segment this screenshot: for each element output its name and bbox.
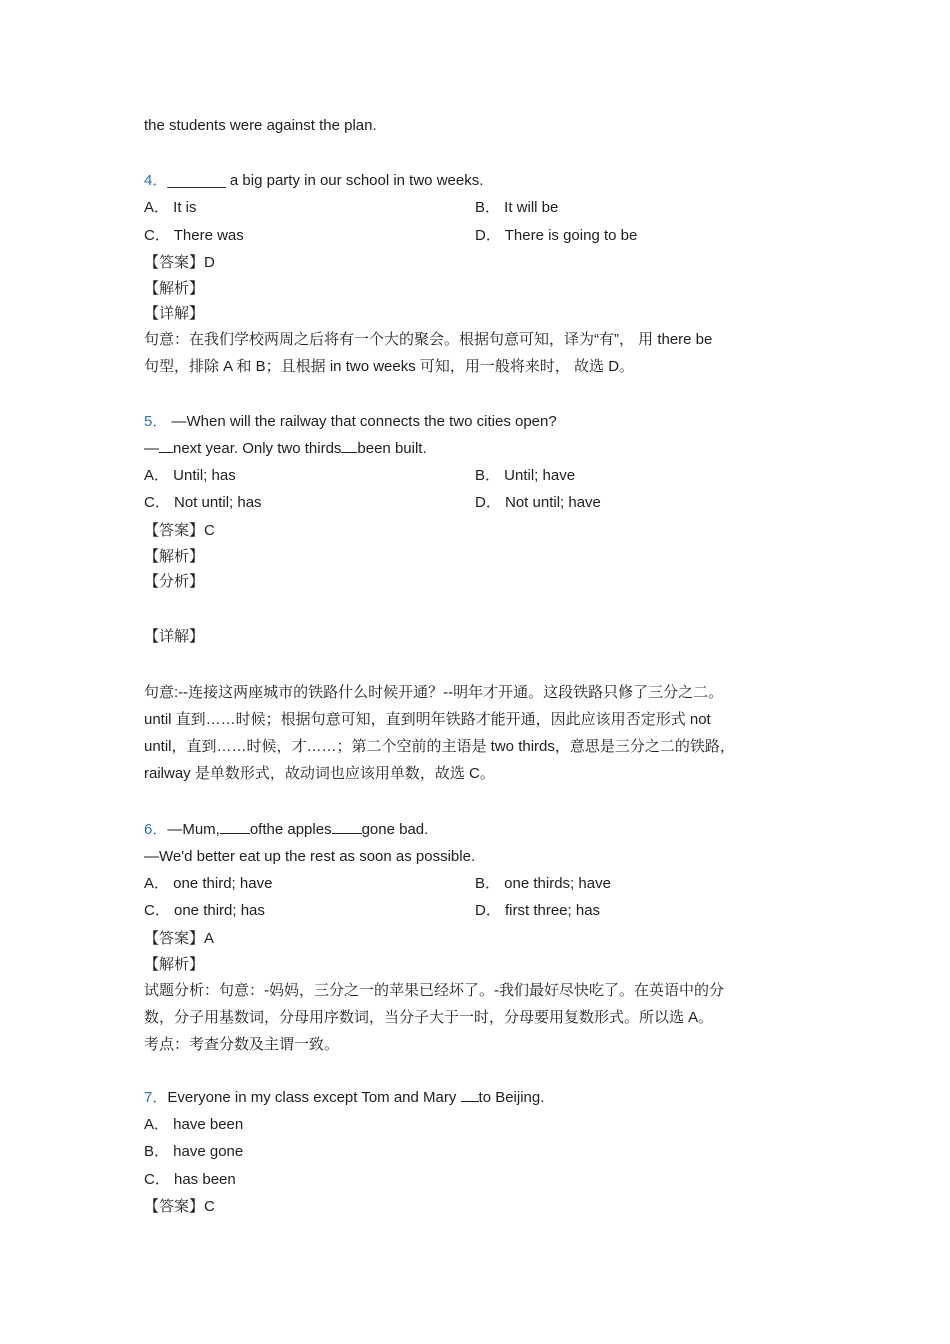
option-a: A． It is bbox=[144, 199, 197, 216]
explanation-line: until 直到……时候；根据句意可知，直到明年铁路才能开通，因此应该用否定形式 not bbox=[144, 711, 711, 728]
question-6-stem bbox=[144, 820, 428, 840]
option-b: B． one thirds; have bbox=[475, 875, 611, 892]
answer-label: 【答案】C bbox=[144, 522, 215, 539]
option-c: C． has been bbox=[144, 1171, 236, 1188]
explanation-line: until，直到……时候，才……；第二个空前的主语是 two thirds，意思是三分之二的铁路， bbox=[144, 738, 735, 755]
question-5-stem bbox=[144, 412, 557, 432]
question-number: 4． bbox=[144, 172, 168, 189]
option-d: D． first three; has bbox=[475, 902, 601, 919]
option-a: A． Until; has bbox=[144, 467, 236, 484]
question-4-stem bbox=[144, 171, 483, 191]
question-number: 7． bbox=[144, 1089, 168, 1106]
question-text: next year. Only two thirds bbox=[173, 440, 342, 457]
question-text: ofthe apples bbox=[249, 821, 332, 838]
option-a: A． have been bbox=[144, 1116, 244, 1133]
answer-label: 【答案】C bbox=[144, 1198, 215, 1215]
question-7-stem bbox=[144, 1088, 544, 1108]
detail-label: 【详解】 bbox=[144, 628, 205, 645]
answer-blank bbox=[332, 820, 362, 834]
question-6-response: —We'd better eat up the rest as soon as possible. bbox=[144, 848, 476, 865]
option-b: B． It will be bbox=[475, 199, 559, 216]
answer-blank bbox=[220, 820, 250, 834]
detail-label: 【详解】 bbox=[144, 305, 205, 322]
question-number: 6． bbox=[144, 821, 168, 838]
previous-answer-tail: the students were against the plan. bbox=[144, 117, 377, 134]
option-d: D． Not until; have bbox=[475, 494, 601, 511]
explanation-line: 数，分子用基数词，分母用序数词，当分子大于一时，分母要用复数形式。所以选 A。 bbox=[144, 1009, 714, 1026]
question-text: been built. bbox=[357, 440, 427, 457]
option-c: C． one third; has bbox=[144, 902, 265, 919]
option-b: B． Until; have bbox=[475, 467, 576, 484]
explanation-line: railway 是单数形式，故动词也应该用单数，故选 C。 bbox=[144, 765, 495, 782]
answer-label: 【答案】A bbox=[144, 930, 215, 947]
option-a: A． one third; have bbox=[144, 875, 273, 892]
explanation-line: 句型，排除 A 和 B；且根据 in two weeks 可知，用一般将来时， 故选 D。 bbox=[144, 358, 635, 375]
answer-blank: _______ bbox=[167, 172, 226, 189]
option-c: C． There was bbox=[144, 227, 244, 244]
explanation-line: 句意:--连接这两座城市的铁路什么时候开通？--明年才开通。这段铁路只修了三分之二。 bbox=[144, 684, 724, 701]
answer-blank bbox=[341, 439, 357, 453]
question-text: Everyone in my class except Tom and Mary bbox=[167, 1089, 461, 1106]
dash: — bbox=[144, 440, 159, 457]
analysis-label: 【解析】 bbox=[144, 280, 205, 297]
question-number: 5． bbox=[144, 413, 168, 430]
answer-blank bbox=[461, 1088, 479, 1102]
explanation-line: 试题分析：句意：-妈妈，三分之一的苹果已经坏了。-我们最好尽快吃了。在英语中的分 bbox=[144, 982, 724, 999]
explanation-line: 考点：考查分数及主谓一致。 bbox=[144, 1036, 340, 1053]
option-d: D． There is going to be bbox=[475, 227, 638, 244]
explanation-line: 句意：在我们学校两周之后将有一个大的聚会。根据句意可知，译为“有”， 用 there be bbox=[144, 331, 713, 348]
question-text: a big party in our school in two weeks. bbox=[225, 172, 484, 189]
question-text: —When will the railway that connects the two cities open? bbox=[167, 413, 557, 430]
analysis-label: 【解析】 bbox=[144, 956, 205, 973]
answer-blank bbox=[159, 439, 173, 453]
answer-label: 【答案】D bbox=[144, 254, 215, 271]
option-b: B． have gone bbox=[144, 1143, 244, 1160]
analysis-label: 【解析】 bbox=[144, 548, 205, 565]
question-text: to Beijing. bbox=[478, 1089, 545, 1106]
question-text: gone bad. bbox=[361, 821, 429, 838]
option-c: C． Not until; has bbox=[144, 494, 262, 511]
fenxi-label: 【分析】 bbox=[144, 573, 205, 590]
question-5-response bbox=[144, 439, 427, 459]
question-text: —Mum, bbox=[167, 821, 220, 838]
